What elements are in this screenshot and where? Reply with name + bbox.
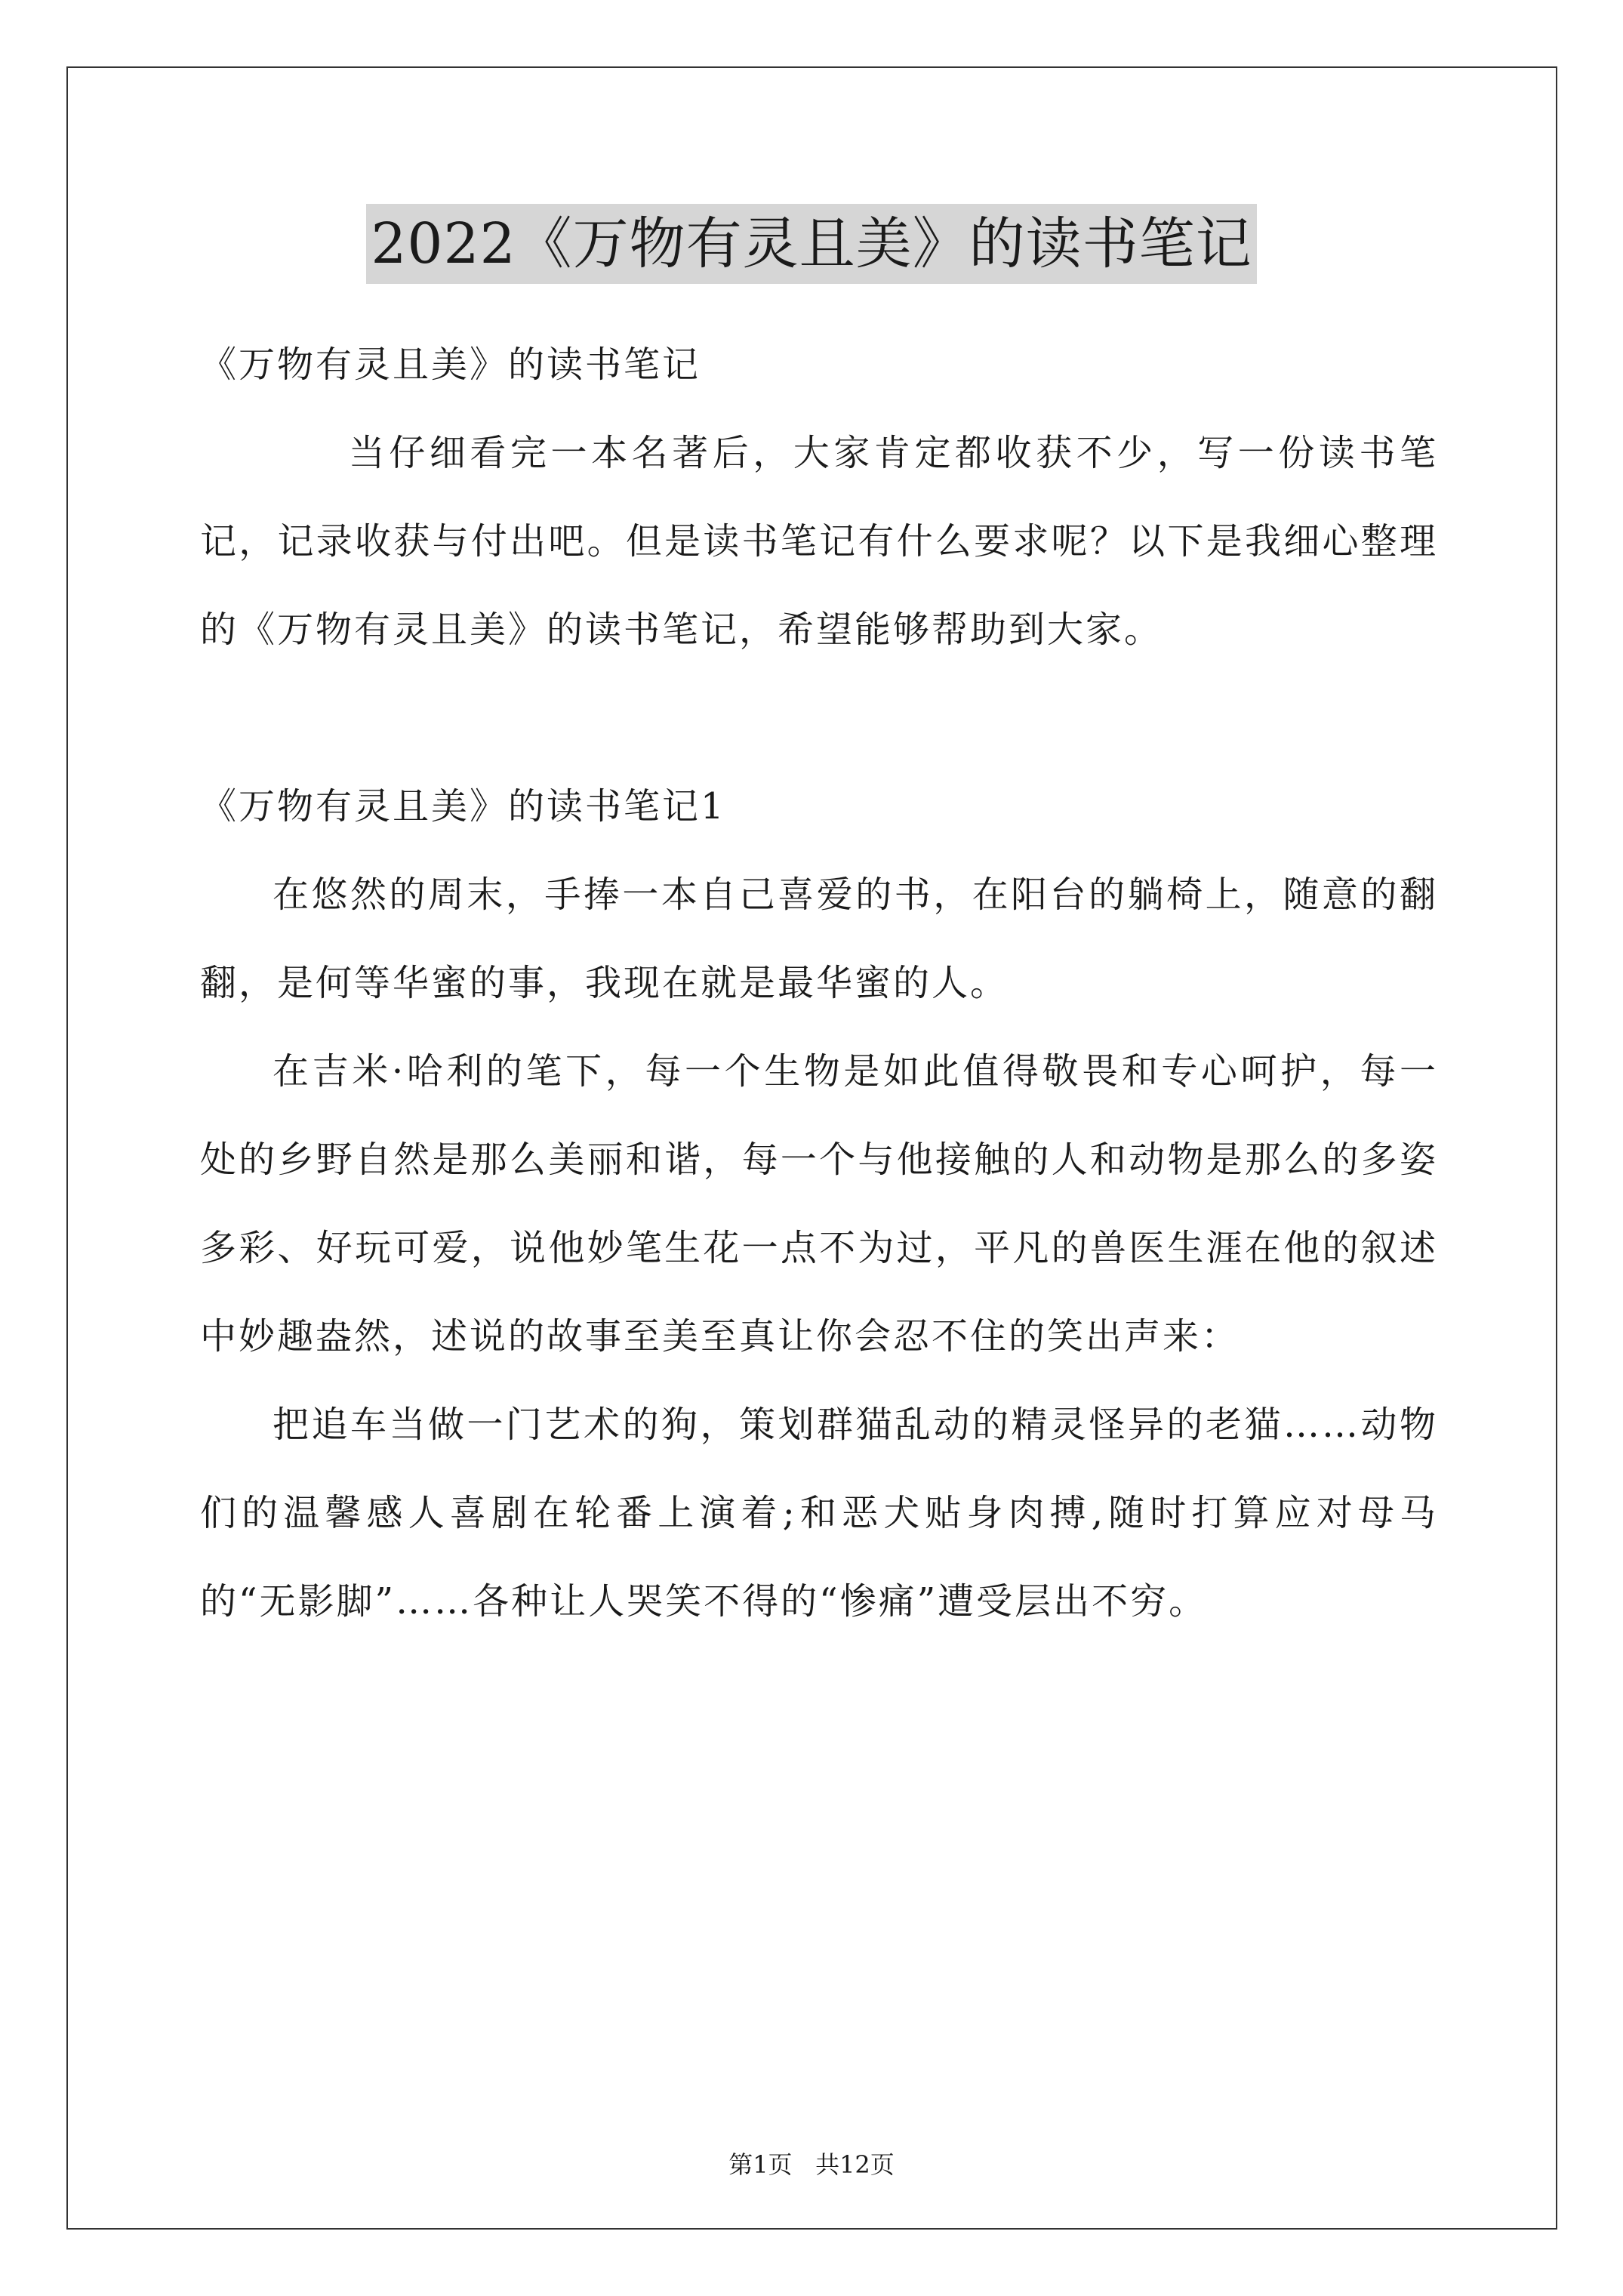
document-title: 2022《万物有灵且美》的读书笔记 bbox=[366, 204, 1256, 284]
document-body bbox=[200, 321, 1438, 1646]
document-subtitle: 《万物有灵且美》的读书笔记 bbox=[200, 344, 701, 386]
body-paragraph-2: 在吉米·哈利的笔下，每一个生物是如此值得敬畏和专心呵护，每一处的乡野自然是那么美丽和谐，每一个与他接触的人和动物是那么的多姿多彩、好玩可爱，说他妙笔生花一点不为过，平凡的兽医生涯在他的叙述中妙趣盎然，述说的故事至美至真让你会忍不住的笑出声来： bbox=[200, 1050, 1438, 1358]
paragraph-spacer bbox=[200, 674, 1438, 763]
body-paragraph-3: 把追车当做一门艺术的狗，策划群猫乱动的精灵怪异的老猫……动物们的温馨感人喜剧在轮番上演着;和恶犬贴身肉搏,随时打算应对母马的“无影脚”……各种让人哭笑不得的“惨痛”遭受层出不穷。 bbox=[200, 1404, 1438, 1623]
body-paragraph-1: 在悠然的周末，手捧一本自己喜爱的书，在阳台的躺椅上，随意的翻翻，是何等华蜜的事，我现在就是最华蜜的人。 bbox=[200, 874, 1438, 1004]
intro-paragraph: 当仔细看完一本名著后，大家肯定都收获不少，写一份读书笔记，记录收获与付出吧。但是读书笔记有什么要求呢？以下是我细心整理的《万物有灵且美》的读书笔记，希望能够帮助到大家。 bbox=[200, 432, 1438, 651]
page-number-footer: 第1页 共12页 bbox=[728, 2150, 895, 2179]
title-container bbox=[0, 204, 1623, 284]
section-heading: 《万物有灵且美》的读书笔记1 bbox=[200, 785, 726, 827]
